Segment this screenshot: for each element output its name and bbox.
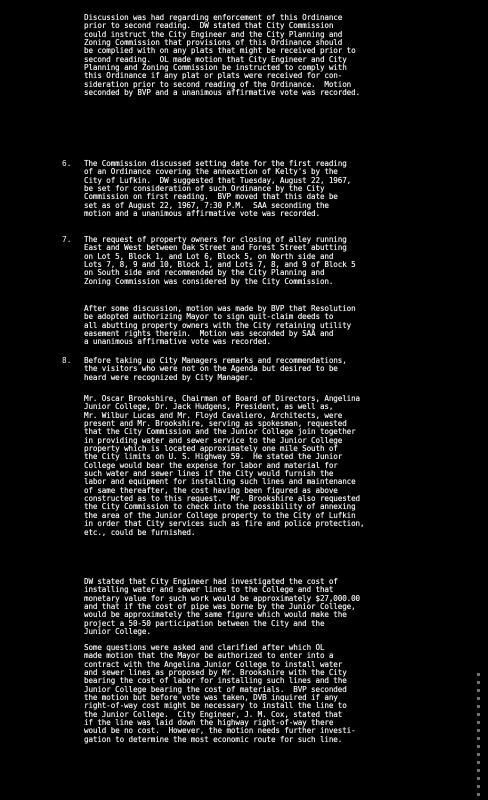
paragraph-annexation-reading-date: The Commission discussed setting date for the first reading of an Ordinance covering the annexation of Kelty's by the City of Lufkin. DW suggested that Tuesday, August 22, 1967, be set for consideration of such Ordinance by the City Commission on first reading. BVP moved that this date be set as of August 22, 1967, 7:30 P.M. SAA seconding the motion and a unanimous affirmative vote was recorded. — [84, 159, 352, 219]
paragraph-alley-closing-request: The request of property owners for closing of alley running East and West between Oak Street and Forest Street abutting on Lot 5, Block 1, and Lot 6, Block 5, on North side and Lots 7, 8, 9 and 10, Block 1, and Lots 7, 8, and 9 of Block 5 on South side and recommended by the City Planning and Zoning Commission was considered by the City Commission. — [84, 235, 356, 286]
paragraph-contract-motion: Some questions were asked and clarified after which OL made motion that the Mayor be authorized to enter into a contract with the Angelina Junior College to install water and sewer lines as proposed by Mr. Brookshire with the City bearing the cost of labor for installing such lines and the Junior College bearing the cost of materials. BVP seconded the motion but before vote was taken, DVB inquired if any right-of-way cost might be necessary to install the line to the Junior College. City Engineer, J. M. Cox, stated that if the line was laid down the highway right-of-way there would be no cost. However, the motion needs further investi- gation to determine the most economic route for such line. — [84, 643, 356, 744]
item-number-6: 6. — [62, 159, 72, 168]
item-number-8: 8. — [62, 356, 72, 365]
paragraph-junior-college-request: Mr. Oscar Brookshire, Chairman of Board of Directors, Angelina Junior College, Dr. Jack Hudgens, President, as well as, Mr. Wilbur Lucas and Mr. Floyd Cavaliero, Architects, were present and Mr. Brookshire, serving as spokesman, requested that the City Commission and the Junior College join together in providing water and sewer service to the Junior College property which is located approximately one mile South of the City limits on U. S. Highway 59. He stated the Junior College would bear the expense for labor and material for such water and sewer lines if the City would furnish the labor and equipment for installing such lines and maintenance of same thereafter, the cost having been figured as above constructed as to this request. Mr. Brookshire also requested the City Commission to check into the possibility of annexing the area of the Junior College property to the City of Lufkin in order that City services such as fire and police protection, etc., could be furnished. — [84, 394, 365, 537]
item-number-7: 7. — [62, 235, 72, 244]
paragraph-quit-claim-resolution: After some discussion, motion was made by BVP that Resolution be adopted authorizing Mayor to sign quit-claim deeds to all abutting property owners with the City retaining utility easement rights therein. Motion was seconded by SAA and a unanimous affirmative vote was recorded. — [84, 304, 356, 347]
scan-edge-artifact — [477, 668, 480, 796]
paragraph-engineer-cost-estimate: DW stated that City Engineer had investigated the cost of installing water and sewer lines to the College and that monetary value for such work would be approximately $27,000.00 and that if the cost of pipe was borne by the Junior College, would be approximately the same figure which would make the project a 50-50 participation between the City and the Junior College. — [84, 577, 361, 637]
paragraph-enforcement-discussion: Discussion was had regarding enforcement of this Ordinance prior to second reading. DW stated that City Commission could instruct the City Engineer and the City Planning and Zoning Commission that provisions of this Ordinance should be complied with on any plats that might be received prior to second reading. OL made motion that City Engineer and City Planning and Zoning Commission be instructed to comply with this Ordinance if any plat or plats were received for con- sideration prior to second reading of the Ordinance. Motion seconded by BVP and a unanimous affirmative vote was recorded. — [84, 13, 361, 98]
paragraph-visitors-recognized: Before taking up City Managers remarks and recommendations, the visitors who were not on the Agenda but desired to be heard were recognized by City Manager. — [84, 356, 347, 382]
